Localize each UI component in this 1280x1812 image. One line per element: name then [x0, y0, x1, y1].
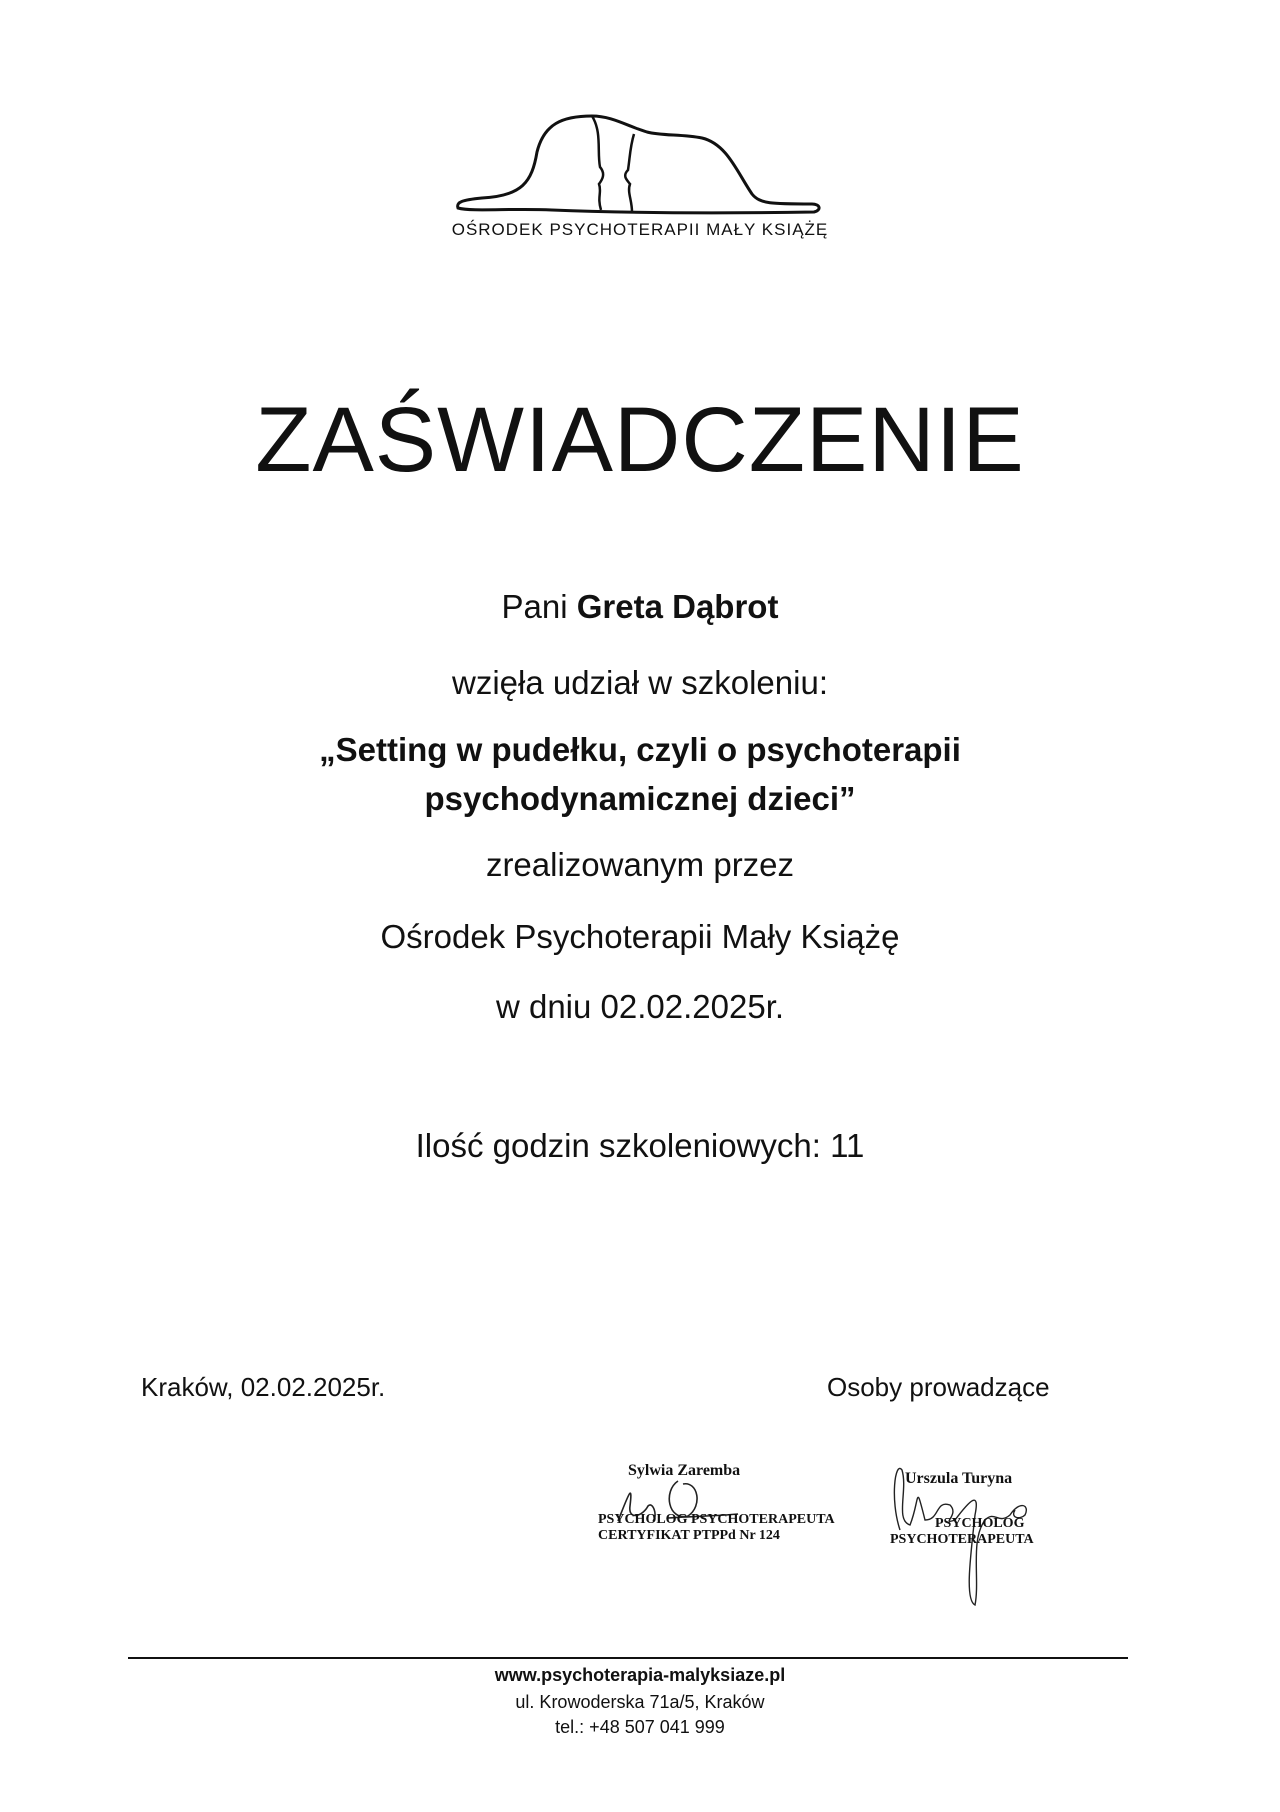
signer-certificate: CERTYFIKAT PTPPd Nr 124 — [598, 1528, 780, 1543]
realized-by-text: zrealizowanym przez — [485, 846, 795, 883]
recipient-prefix: Pani — [501, 588, 568, 625]
logo-text: OŚRODEK PSYCHOTERAPII MAŁY KSIĄŻĘ — [451, 220, 829, 239]
signer-name: Urszula Turyna — [905, 1470, 1013, 1487]
signature-stamp-1 — [598, 1462, 838, 1544]
participated-text: wzięła udział w szkoleniu: — [451, 664, 828, 701]
training-title-line2: psychodynamicznej dzieci” — [424, 780, 856, 817]
hat-elephant-profiles-logo-icon — [452, 112, 824, 220]
signer-name: Sylwia Zaremba — [628, 1462, 741, 1479]
leaders-label: Osoby prowadzące — [827, 1372, 1050, 1402]
recipient-name: Greta Dąbrot — [576, 588, 779, 625]
signature-stamp-2 — [880, 1470, 1160, 1548]
footer-address: ul. Krowoderska 71a/5, Kraków — [515, 1692, 765, 1712]
footer-website: www.psychoterapia-malyksiaze.pl — [494, 1665, 786, 1685]
recipient-line — [0, 588, 1280, 626]
signer-role-2: PSYCHOTERAPEUTA — [890, 1532, 1034, 1547]
footer-phone: tel.: +48 507 041 999 — [555, 1717, 725, 1737]
footer-divider — [128, 1657, 1128, 1659]
training-hours: Ilość godzin szkoleniowych: 11 — [415, 1127, 865, 1164]
training-date: w dniu 02.02.2025r. — [495, 988, 785, 1025]
place-date: Kraków, 02.02.2025r. — [141, 1372, 386, 1402]
training-title-line1: „Setting w pudełku, czyli o psychoterapii — [319, 731, 961, 768]
document-title: ZAŚWIADCZENIE — [255, 389, 1025, 491]
organizer-name: Ośrodek Psychoterapii Mały Książę — [380, 918, 900, 955]
signer-role-1: PSYCHOLOG — [935, 1516, 1025, 1531]
signer-role: PSYCHOLOG PSYCHOTERAPEUTA — [598, 1512, 835, 1527]
